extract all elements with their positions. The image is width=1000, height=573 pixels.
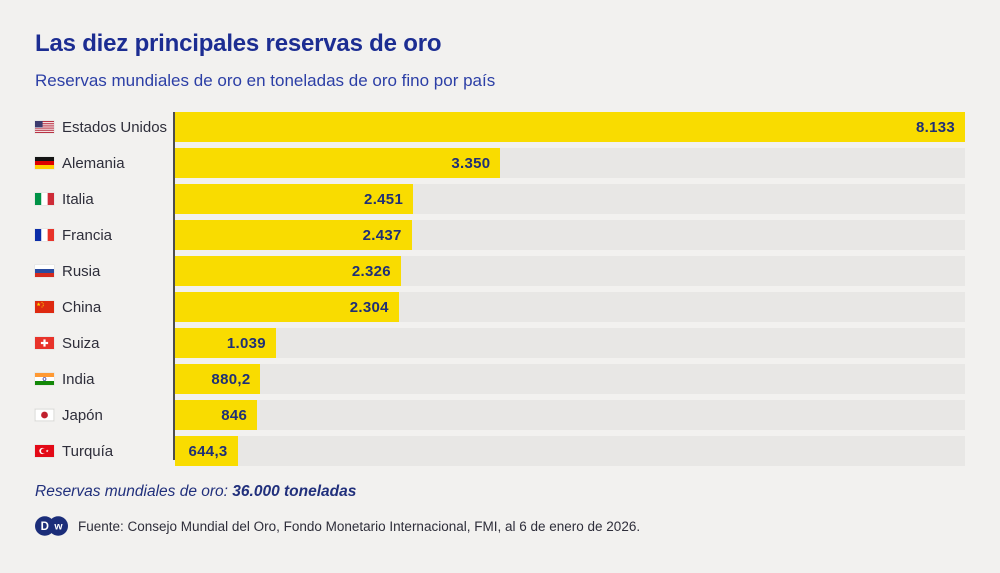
country-label-cell bbox=[35, 263, 173, 280]
bar bbox=[175, 328, 276, 358]
value-label: 644,3 bbox=[188, 442, 228, 460]
country-label: Francia bbox=[62, 226, 113, 244]
country-label-cell bbox=[35, 299, 173, 316]
country-label: Japón bbox=[62, 406, 103, 424]
country-label-cell bbox=[35, 443, 173, 460]
bar-track bbox=[175, 148, 965, 178]
china-flag-icon bbox=[35, 301, 54, 313]
country-label: Suiza bbox=[62, 334, 100, 352]
total-note-value: 36.000 toneladas bbox=[232, 483, 357, 500]
page-subtitle: Reservas mundiales de oro en toneladas de oro fino por país bbox=[35, 71, 496, 90]
switzerland-flag-icon bbox=[35, 337, 54, 349]
value-label: 2.437 bbox=[362, 226, 402, 244]
value-label: 880,2 bbox=[211, 370, 251, 388]
total-note-prefix: Reservas mundiales de oro: bbox=[35, 483, 233, 500]
country-label: Italia bbox=[62, 190, 94, 208]
bar bbox=[175, 364, 260, 394]
value-label: 846 bbox=[221, 406, 248, 424]
bar bbox=[175, 220, 412, 250]
bar bbox=[175, 256, 401, 286]
country-label: Turquía bbox=[62, 442, 114, 460]
bar-track bbox=[175, 184, 965, 214]
value-label: 3.350 bbox=[451, 154, 491, 172]
bar bbox=[175, 400, 257, 430]
germany-flag-icon bbox=[35, 157, 54, 169]
us-flag-icon bbox=[35, 121, 54, 133]
page-title: Las diez principales reservas de oro bbox=[35, 30, 442, 57]
india-flag-icon bbox=[35, 373, 54, 385]
country-label-cell bbox=[35, 119, 173, 136]
svg-text:D: D bbox=[40, 521, 49, 533]
total-note bbox=[35, 483, 965, 501]
country-label-cell bbox=[35, 155, 173, 172]
bar-track bbox=[175, 364, 965, 394]
bar-track bbox=[175, 436, 965, 466]
value-label: 2.451 bbox=[364, 190, 404, 208]
country-label-cell bbox=[35, 371, 173, 388]
country-label-cell bbox=[35, 227, 173, 244]
bar-track bbox=[175, 112, 965, 142]
bar-track bbox=[175, 256, 965, 286]
country-label: Rusia bbox=[62, 262, 101, 280]
country-label: China bbox=[62, 298, 102, 316]
bar bbox=[175, 184, 413, 214]
bar-track bbox=[175, 400, 965, 430]
country-label-cell bbox=[35, 407, 173, 424]
japan-flag-icon bbox=[35, 409, 54, 421]
value-label: 1.039 bbox=[226, 334, 266, 352]
bar bbox=[175, 112, 965, 142]
country-label: Estados Unidos bbox=[62, 118, 168, 136]
source-text: Fuente: Consejo Mundial del Oro, Fondo Monetario Internacional, FMI, al 6 de enero de 2026. bbox=[78, 518, 641, 534]
bar-chart bbox=[35, 112, 965, 466]
turkey-flag-icon bbox=[35, 445, 54, 457]
value-label: 2.326 bbox=[351, 262, 391, 280]
italy-flag-icon bbox=[35, 193, 54, 205]
bar-track bbox=[175, 328, 965, 358]
value-label: 2.304 bbox=[349, 298, 389, 316]
axis-line bbox=[173, 112, 175, 460]
bar bbox=[175, 436, 238, 466]
france-flag-icon bbox=[35, 229, 54, 241]
country-label-cell bbox=[35, 335, 173, 352]
bar-track bbox=[175, 292, 965, 322]
dw-logo bbox=[35, 516, 68, 536]
country-label-cell bbox=[35, 191, 173, 208]
bar bbox=[175, 292, 399, 322]
country-label: Alemania bbox=[62, 154, 125, 172]
country-label: India bbox=[62, 370, 95, 388]
value-label: 8.133 bbox=[915, 118, 955, 136]
bar-track bbox=[175, 220, 965, 250]
russia-flag-icon bbox=[35, 265, 54, 277]
bar bbox=[175, 148, 500, 178]
svg-text:w: w bbox=[54, 520, 63, 533]
source-row bbox=[35, 516, 965, 536]
